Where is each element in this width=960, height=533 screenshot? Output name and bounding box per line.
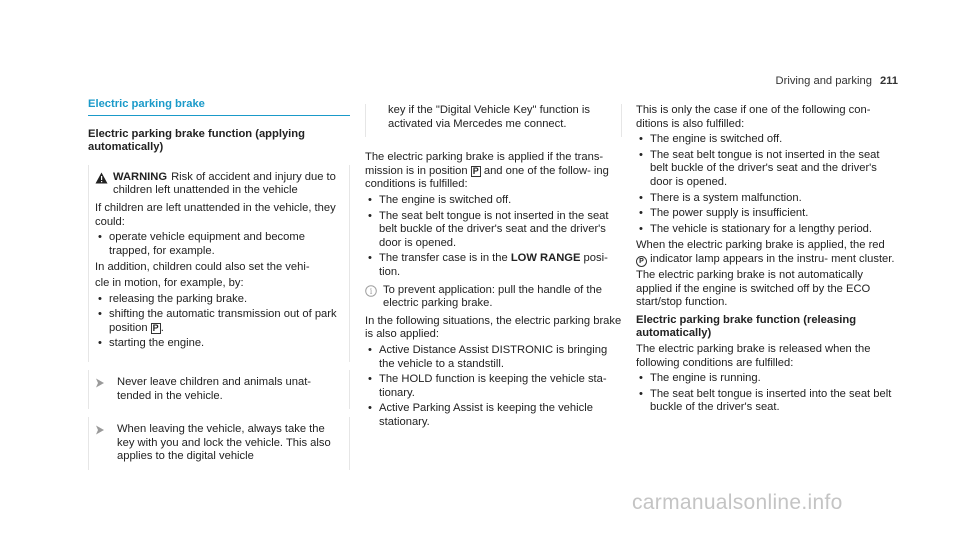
list-item: • The engine is switched off. [639, 133, 783, 146]
running-title: Driving and parking [775, 75, 872, 87]
list-item: • Active Distance Assist DISTRONIC is bringing the vehicle to a standstill. [368, 343, 608, 370]
warning-para-1: If children are left unattended in the vehicle, they could: [95, 201, 336, 228]
right-list-1 [636, 133, 898, 236]
subhead-applying: Electric parking brake function (applying automatically) [88, 127, 305, 154]
note-arrow-icon [95, 376, 117, 403]
section-title: Electric parking brake [88, 98, 350, 116]
note-continuation: key if the "Digital Vehicle Key" function is activated via Mercedes me connect. [365, 104, 622, 137]
list-item: • The vehicle is stationary for a lengthy period. [639, 222, 873, 235]
note-leaving-text: When leaving the vehicle, always take the key with you and lock the vehicle. This also applies to the digital vehicle [117, 423, 331, 463]
tip [365, 284, 622, 311]
left-column [88, 98, 350, 474]
note-box-children [88, 370, 350, 409]
info-icon [365, 284, 383, 311]
right-para-4: The electric parking brake is released when the following conditions are fulfilled: [636, 342, 871, 369]
warning-list-2 [95, 293, 343, 351]
list-item: • starting the engine. [98, 337, 205, 350]
right-list-2 [636, 372, 898, 415]
right-para-1: This is only the case if one of the following con- ditions is also fulfilled: [636, 104, 871, 130]
right-column [636, 104, 898, 418]
svg-text:i: i [369, 286, 373, 296]
tip-text: To prevent application: pull the handle of the electric parking brake. [383, 283, 602, 310]
list-item: • releasing the parking brake. [98, 292, 248, 305]
note-box-leaving [88, 417, 350, 470]
warning-list-1 [95, 231, 343, 258]
list-item: • The HOLD function is keeping the vehicle sta- tionary. [368, 373, 607, 399]
right-para-2: When the electric parking brake is applied, the red P indicator lamp appears in the instru- ment cluster. [636, 239, 895, 265]
list-item: • operate vehicle equipment and become trapped, for example. [98, 231, 305, 257]
warning-para-2: cle in motion, for example, by: [95, 276, 244, 289]
warning-heading [113, 171, 343, 198]
park-position-symbol: P [472, 165, 479, 176]
list-item: • The engine is switched off. [368, 193, 512, 206]
park-position-symbol: P [152, 322, 159, 333]
bullet: • [98, 231, 102, 244]
middle-para-1: The electric parking brake is applied if the trans- mission is in position P and one of the follow- ing conditions is fulfilled: [365, 151, 609, 191]
subhead-releasing: Electric parking brake function (releasing automatically) [636, 313, 857, 340]
page-number: 211 [879, 75, 898, 87]
list-item: • The transfer case is in the LOW RANGE posi- tion. [368, 252, 608, 278]
middle-list-1 [365, 194, 622, 280]
middle-para-2: In the following situations, the electric parking brake is also applied: [365, 314, 622, 341]
middle-list-2 [365, 344, 622, 430]
list-item: • The seat belt tongue is not inserted in the seat belt buckle of the driver's seat and the driver's door is opened. [639, 148, 880, 188]
low-range-label: LOW RANGE [510, 252, 581, 265]
middle-column [365, 104, 622, 432]
warning-para-2a: In addition, children could also set the vehi- [95, 261, 310, 274]
list-item: • The engine is running. [639, 372, 761, 385]
note-children-text: Never leave children and animals unat- tended in the vehicle. [117, 375, 312, 402]
note-arrow-icon [95, 423, 117, 464]
warning-box [88, 165, 350, 362]
list-item: • shifting the automatic transmission out of park position P . [98, 308, 337, 334]
warning-label: WARNING [113, 170, 168, 183]
running-header [776, 75, 898, 89]
watermark: carmanualsonline.info [632, 491, 843, 514]
parking-brake-indicator-icon: P [636, 256, 647, 267]
list-item: • There is a system malfunction. [639, 191, 802, 204]
right-para-3: The electric parking brake is not automatically applied if the engine is switched off by the ECO start/stop function. [636, 268, 871, 309]
list-item: • The power supply is insufficient. [639, 207, 809, 220]
list-item: • Active Parking Assist is keeping the vehicle stationary. [368, 402, 593, 428]
warning-text: Risk of accident and injury due to children left unattended in the vehicle [113, 170, 336, 197]
list-item: • The seat belt tongue is not inserted in the seat belt buckle of the driver's seat and the driver's door is opened. [368, 209, 609, 249]
list-item: • The seat belt tongue is inserted into the seat belt buckle of the driver's seat. [639, 387, 892, 414]
warning-triangle-icon [95, 171, 113, 198]
